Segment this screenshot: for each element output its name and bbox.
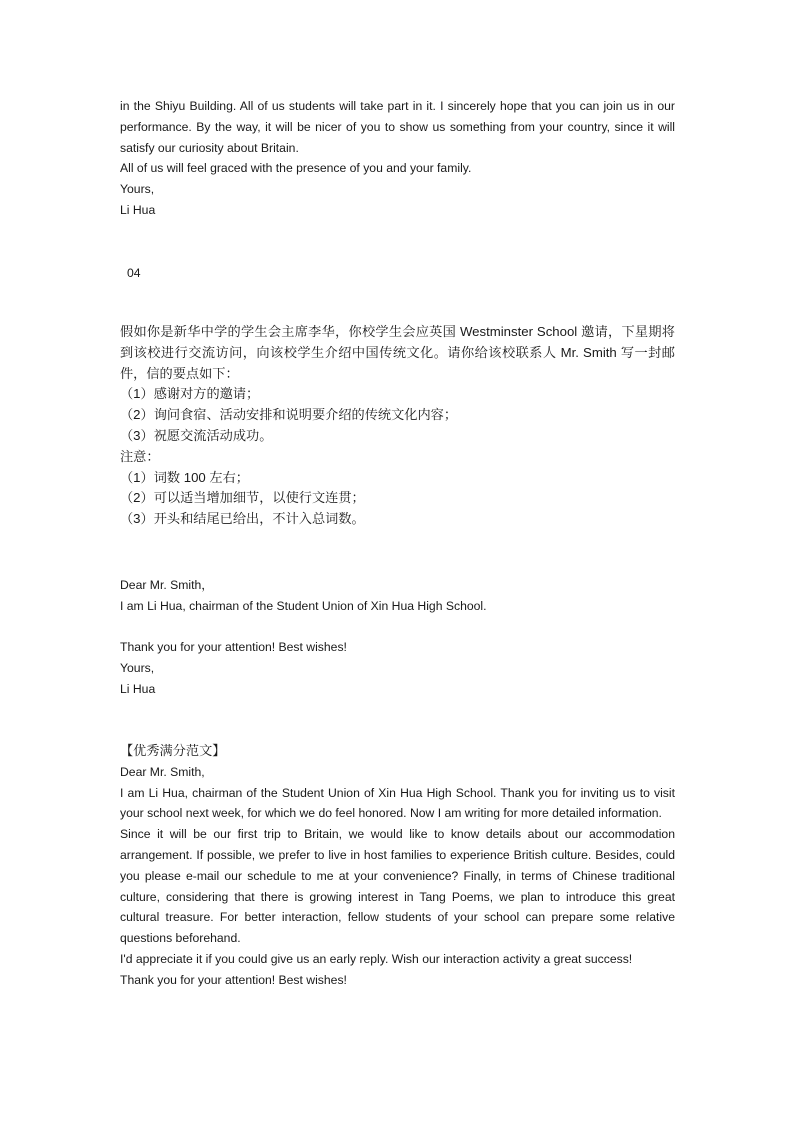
template-greeting: Dear Mr. Smith， <box>120 578 214 592</box>
sample-greeting: Dear Mr. Smith, <box>120 764 205 779</box>
sample-heading: 【优秀满分范文】 <box>120 743 226 758</box>
notes-title: 注意： <box>120 448 160 464</box>
template-closing: Thank you for your attention! Best wishes! <box>120 640 347 655</box>
template-signature: Li Hua <box>120 681 156 696</box>
note-item: （1）词数 100 左右； <box>120 469 249 485</box>
letter-signature: Li Hua <box>120 202 156 217</box>
previous-letter <box>120 96 675 221</box>
letter-signoff: Yours, <box>120 182 155 197</box>
sample-closing: Thank you for your attention! Best wishes! <box>120 972 347 987</box>
blank-line <box>120 617 675 638</box>
sample-paragraph-2: Since it will be our first trip to Britain, we would like to know details about our accommodation arrangement. If possible, we prefer to live in host families to experience British culture. Besides, could you please e-mail our schedule to me at your convenience? Finally, in terms of Chinese traditional culture, considering that there is growing interest in Tang Poems, we plan to introduce this great cultural treasure. For better interaction, fellow students of your school can prepare some relative questions beforehand. <box>120 827 675 946</box>
writing-prompt <box>120 322 675 530</box>
note-item: （3）开头和结尾已给出，不计入总词数。 <box>120 511 365 527</box>
template-signoff: Yours, <box>120 661 155 676</box>
sample-paragraph-3: I'd appreciate it if you could give us an early reply. Wish our interaction activity a great success! <box>120 951 633 966</box>
letter-body: in the Shiyu Building. All of us students will take part in it. I sincerely hope that you can join us in our performance. By the way, it will be nicer of you to show us something from your country, since it will satisfy our curiosity about Britain. <box>120 99 675 155</box>
letter-template <box>120 575 675 700</box>
note-item: （2）可以适当增加细节，以使行文连贯； <box>120 490 365 506</box>
prompt-point: （3）祝愿交流活动成功。 <box>120 427 273 443</box>
prompt-point: （1）感谢对方的邀请； <box>120 386 260 402</box>
prompt-intro: 假如你是新华中学的学生会主席李华，你校学生会应英国 Westminster School 邀请，下星期将到该校进行交流访问，向该校学生介绍中国传统文化。请你给该校联系人 Mr. Smith 写一封邮件，信的要点如下： <box>120 324 675 381</box>
section-number: 04 <box>127 266 141 280</box>
sample-essay <box>120 741 675 991</box>
template-opening: I am Li Hua, chairman of the Student Union of Xin Hua High School. <box>120 598 487 613</box>
sample-paragraph-1: I am Li Hua, chairman of the Student Union of Xin Hua High School. Thank you for inviting us to visit your school next week, for which we do feel honored. Now I am writing for more detailed information. <box>120 785 675 821</box>
letter-closing-line: All of us will feel graced with the presence of you and your family. <box>120 161 472 176</box>
prompt-point: （2）询问食宿、活动安排和说明要介绍的传统文化内容； <box>120 407 458 423</box>
